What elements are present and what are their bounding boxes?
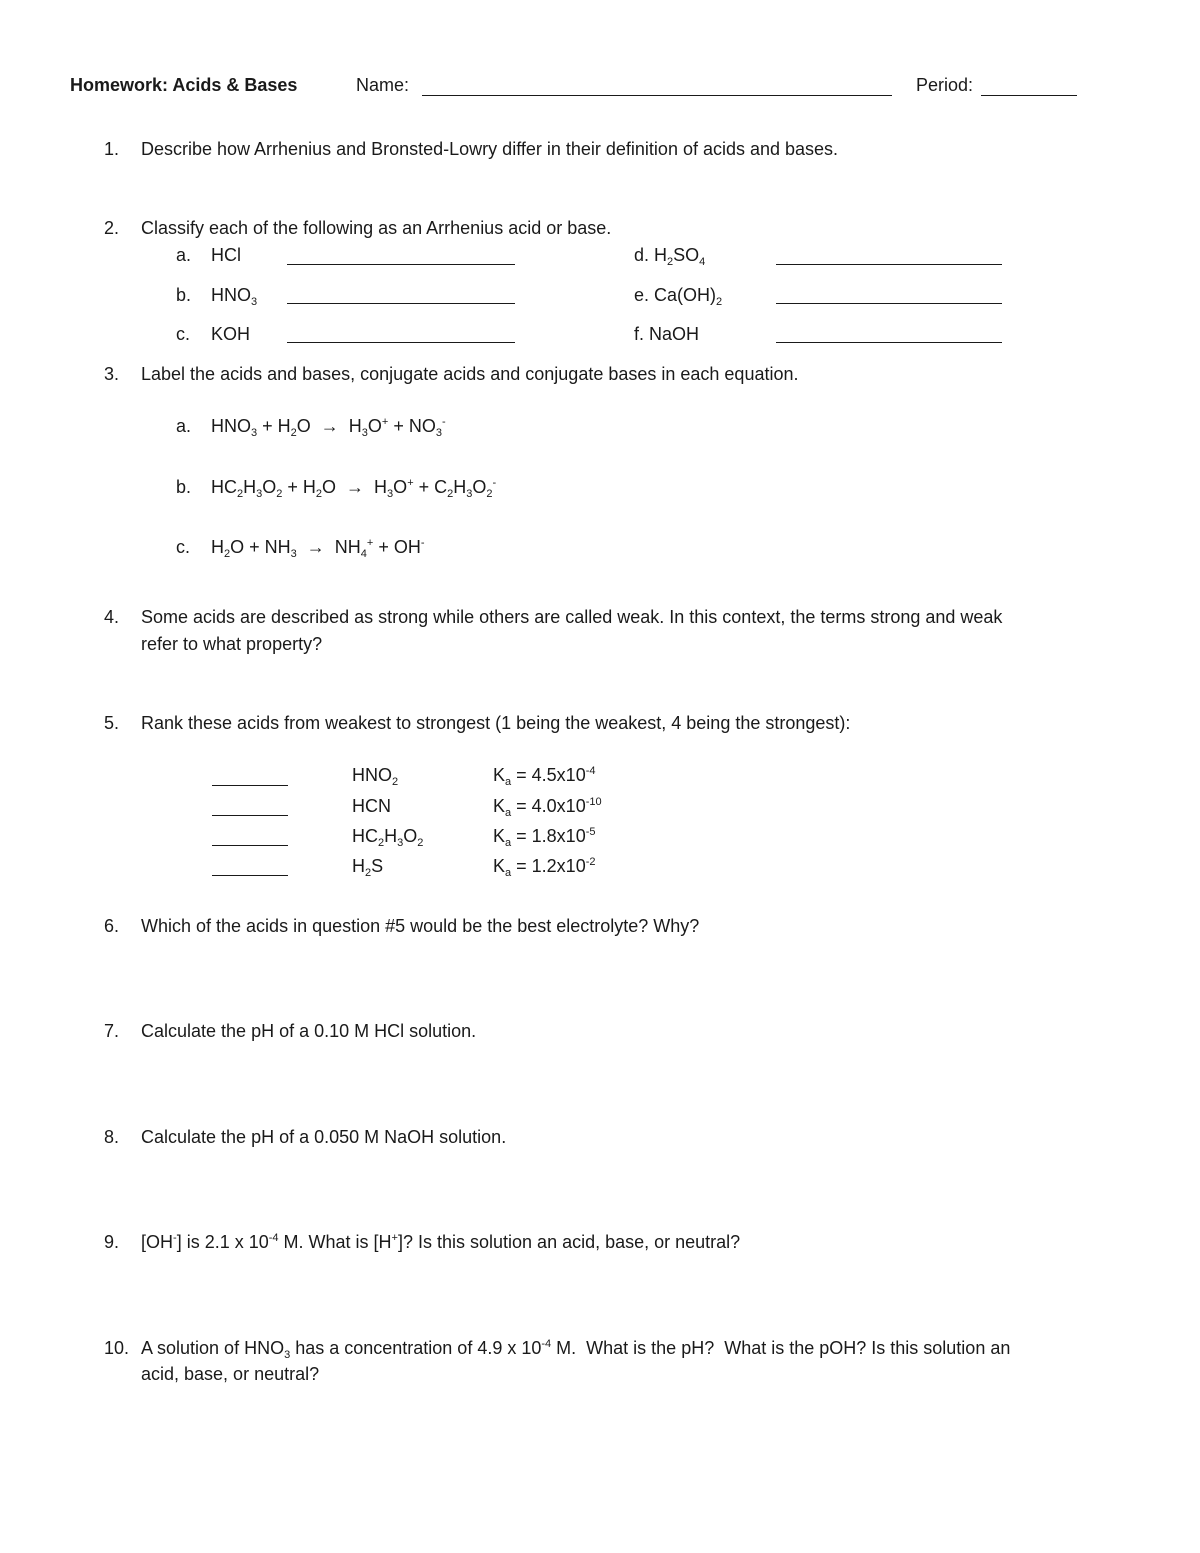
question-6-text: Which of the acids in question #5 would be the best electrolyte? Why? bbox=[141, 916, 700, 936]
answer-blank[interactable] bbox=[287, 303, 515, 304]
question-number: 8. bbox=[104, 1127, 120, 1147]
question-2-text: Classify each of the following as an Arrhenius acid or base. bbox=[141, 218, 612, 238]
equation-a: $HNO_3 + H_2O \to H_3O^+ + NO_3^-$ bbox=[211, 416, 446, 439]
question-number: 4. bbox=[104, 607, 120, 627]
ka-hno2: $K_a = 4.5x10^{-4}$ bbox=[493, 765, 596, 788]
answer-blank[interactable] bbox=[287, 342, 515, 343]
question-1-text: Describe how Arrhenius and Bronsted-Lowry differ in their definition of acids and bases. bbox=[141, 139, 839, 159]
formula-h2so4: d. $H_2SO_4$ bbox=[634, 245, 706, 268]
question-number: 7. bbox=[104, 1021, 120, 1041]
question-9-text: [OH-] is 2.1 x $10^{-4}$ M. What is [H+]? Is this solution an acid, base, or neutral? bbox=[141, 1232, 741, 1252]
question-number: 9. bbox=[104, 1232, 120, 1252]
acid-hno2: $HNO_2$ bbox=[352, 765, 399, 788]
item-letter: a. bbox=[176, 245, 192, 265]
ka-hc2h3o2: $K_a = 1.8x10^{-5}$ bbox=[493, 826, 596, 849]
question-number: 3. bbox=[104, 364, 120, 384]
ka-h2s: $K_a = 1.2x10^{-2}$ bbox=[493, 856, 596, 879]
formula-koh: KOH bbox=[211, 324, 251, 344]
question-4-line2: refer to what property? bbox=[141, 634, 323, 654]
acid-hcn: HCN bbox=[352, 796, 391, 816]
question-3-text: Label the acids and bases, conjugate acids and conjugate bases in each equation. bbox=[141, 364, 799, 384]
formula-hcl: HCl bbox=[211, 245, 241, 265]
rank-blank[interactable] bbox=[212, 845, 288, 846]
acid-h2s: $H_2S$ bbox=[352, 856, 384, 879]
answer-blank[interactable] bbox=[776, 342, 1002, 343]
rank-blank[interactable] bbox=[212, 875, 288, 876]
item-letter: c. bbox=[176, 324, 191, 344]
answer-blank[interactable] bbox=[776, 264, 1002, 265]
question-number: 2. bbox=[104, 218, 120, 238]
question-number: 10. bbox=[104, 1338, 130, 1358]
ka-hcn: $K_a = 4.0x10^{-10}$ bbox=[493, 796, 602, 819]
name-field[interactable] bbox=[422, 95, 892, 96]
question-5-text: Rank these acids from weakest to strongest (1 being the weakest, 4 being the strongest): bbox=[141, 713, 851, 733]
answer-blank[interactable] bbox=[287, 264, 515, 265]
equation-letter: a. bbox=[176, 416, 192, 436]
equation-letter: b. bbox=[176, 477, 192, 497]
rank-blank[interactable] bbox=[212, 815, 288, 816]
period-label: Period: bbox=[916, 75, 974, 95]
answer-blank[interactable] bbox=[776, 303, 1002, 304]
name-label: Name: bbox=[356, 75, 410, 95]
question-10-line1: A solution of $HNO_3$ has a concentration of 4.9 x $10^{-4}$ M. What is the pH? What is the pOH? Is this solution an bbox=[141, 1338, 1011, 1361]
equation-letter: c. bbox=[176, 537, 191, 557]
question-10-line2: acid, base, or neutral? bbox=[141, 1364, 320, 1384]
item-letter: d. bbox=[634, 245, 650, 265]
item-letter: b. bbox=[176, 285, 192, 305]
question-7-text: Calculate the pH of a 0.10 M HCl solution. bbox=[141, 1021, 477, 1041]
question-8-text: Calculate the pH of a 0.050 M NaOH solution. bbox=[141, 1127, 507, 1147]
period-field[interactable] bbox=[981, 95, 1077, 96]
question-number: 5. bbox=[104, 713, 120, 733]
page-title: Homework: Acids & Bases bbox=[70, 75, 298, 95]
formula-naoh: f. NaOH bbox=[634, 324, 700, 344]
item-letter: f. bbox=[634, 324, 645, 344]
equation-c: $H_2O + NH_3 \to NH_4^+ + OH^-$ bbox=[211, 537, 425, 560]
question-number: 1. bbox=[104, 139, 120, 159]
formula-hno3: $HNO_3$ bbox=[211, 285, 258, 308]
question-4-line1: Some acids are described as strong while others are called weak. In this context, the terms strong and weak bbox=[141, 607, 1003, 627]
question-number: 6. bbox=[104, 916, 120, 936]
acid-hc2h3o2: $HC_2H_3O_2$ bbox=[352, 826, 424, 849]
rank-blank[interactable] bbox=[212, 785, 288, 786]
equation-b: $HC_2H_3O_2 + H_2O \to H_3O^+ + C_2H_3O_2^-$ bbox=[211, 477, 497, 500]
item-letter: e. bbox=[634, 285, 650, 305]
formula-caoh2: e. $Ca(OH)_2$ bbox=[634, 285, 723, 308]
